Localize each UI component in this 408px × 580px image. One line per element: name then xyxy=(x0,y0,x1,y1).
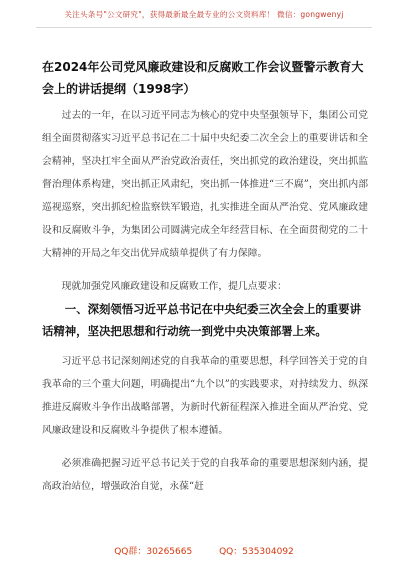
qq-group-number: QQ群：30265665 xyxy=(114,547,193,557)
document-title: 在2024年公司党风廉政建设和反腐败工作会议暨警示教育大会上的讲话提纲（1998字） xyxy=(42,60,364,96)
header-divider xyxy=(36,27,372,28)
section-heading-1: 一、深刻领悟习近平总书记在中央纪委三次全会上的重要讲话精神，坚决把思想和行动统一到党中央决策部署上来。 xyxy=(42,302,361,338)
header-banner xyxy=(0,0,408,34)
header-banner-text: 关注头条号"公文研究"，获得最新最全最专业的公文资料库！ 微信：gongwenyj xyxy=(64,10,344,19)
document-body xyxy=(42,56,368,498)
footer-contact xyxy=(0,544,408,557)
paragraph-self-revolution: 习近平总书记深刻阐述党的自我革命的重要思想，科学回答关于党的自我革命的三个重大问题，明确提出“九个以”的实践要求，对持续发力、纵深推进反腐败斗争作出战略部署，为新时代新征程深入推进全面从严治党、党风廉政建设和反腐败斗争提供了根本遵循。 xyxy=(42,356,368,436)
paragraph-review: 过去的一年，在以习近平同志为核心的党中央坚强领导下，集团公司党组全面贯彻落实习近平总书记在二十届中央纪委二次全会上的重要讲话和全会精神，坚决扛牢全面从严治党政治责任，突出抓党的政治建设，突出抓监督治理体系构建，突出抓正风肃纪，突出抓一体推进“三不腐”，突出抓内部巡视巡察，突出抓纪检监察铁军锻造，扎实推进全面从严治党、党风廉政建设和反腐败斗争，为集团公司圆满完成全年经营目标、在全面贯彻党的二十大精神的开局之年交出优异成绩单提供了有力保障。 xyxy=(42,110,368,259)
paragraph-requirements-intro: 现就加强党风廉政建设和反腐败工作，提几点要求： xyxy=(61,281,287,292)
qq-number: QQ：535304092 xyxy=(219,547,294,557)
paragraph-grasp-connotation: 必须准确把握习近平总书记关于党的自我革命的重要思想深刻内涵，提高政治站位，增强政治自觉，永葆“赶 xyxy=(42,458,368,492)
